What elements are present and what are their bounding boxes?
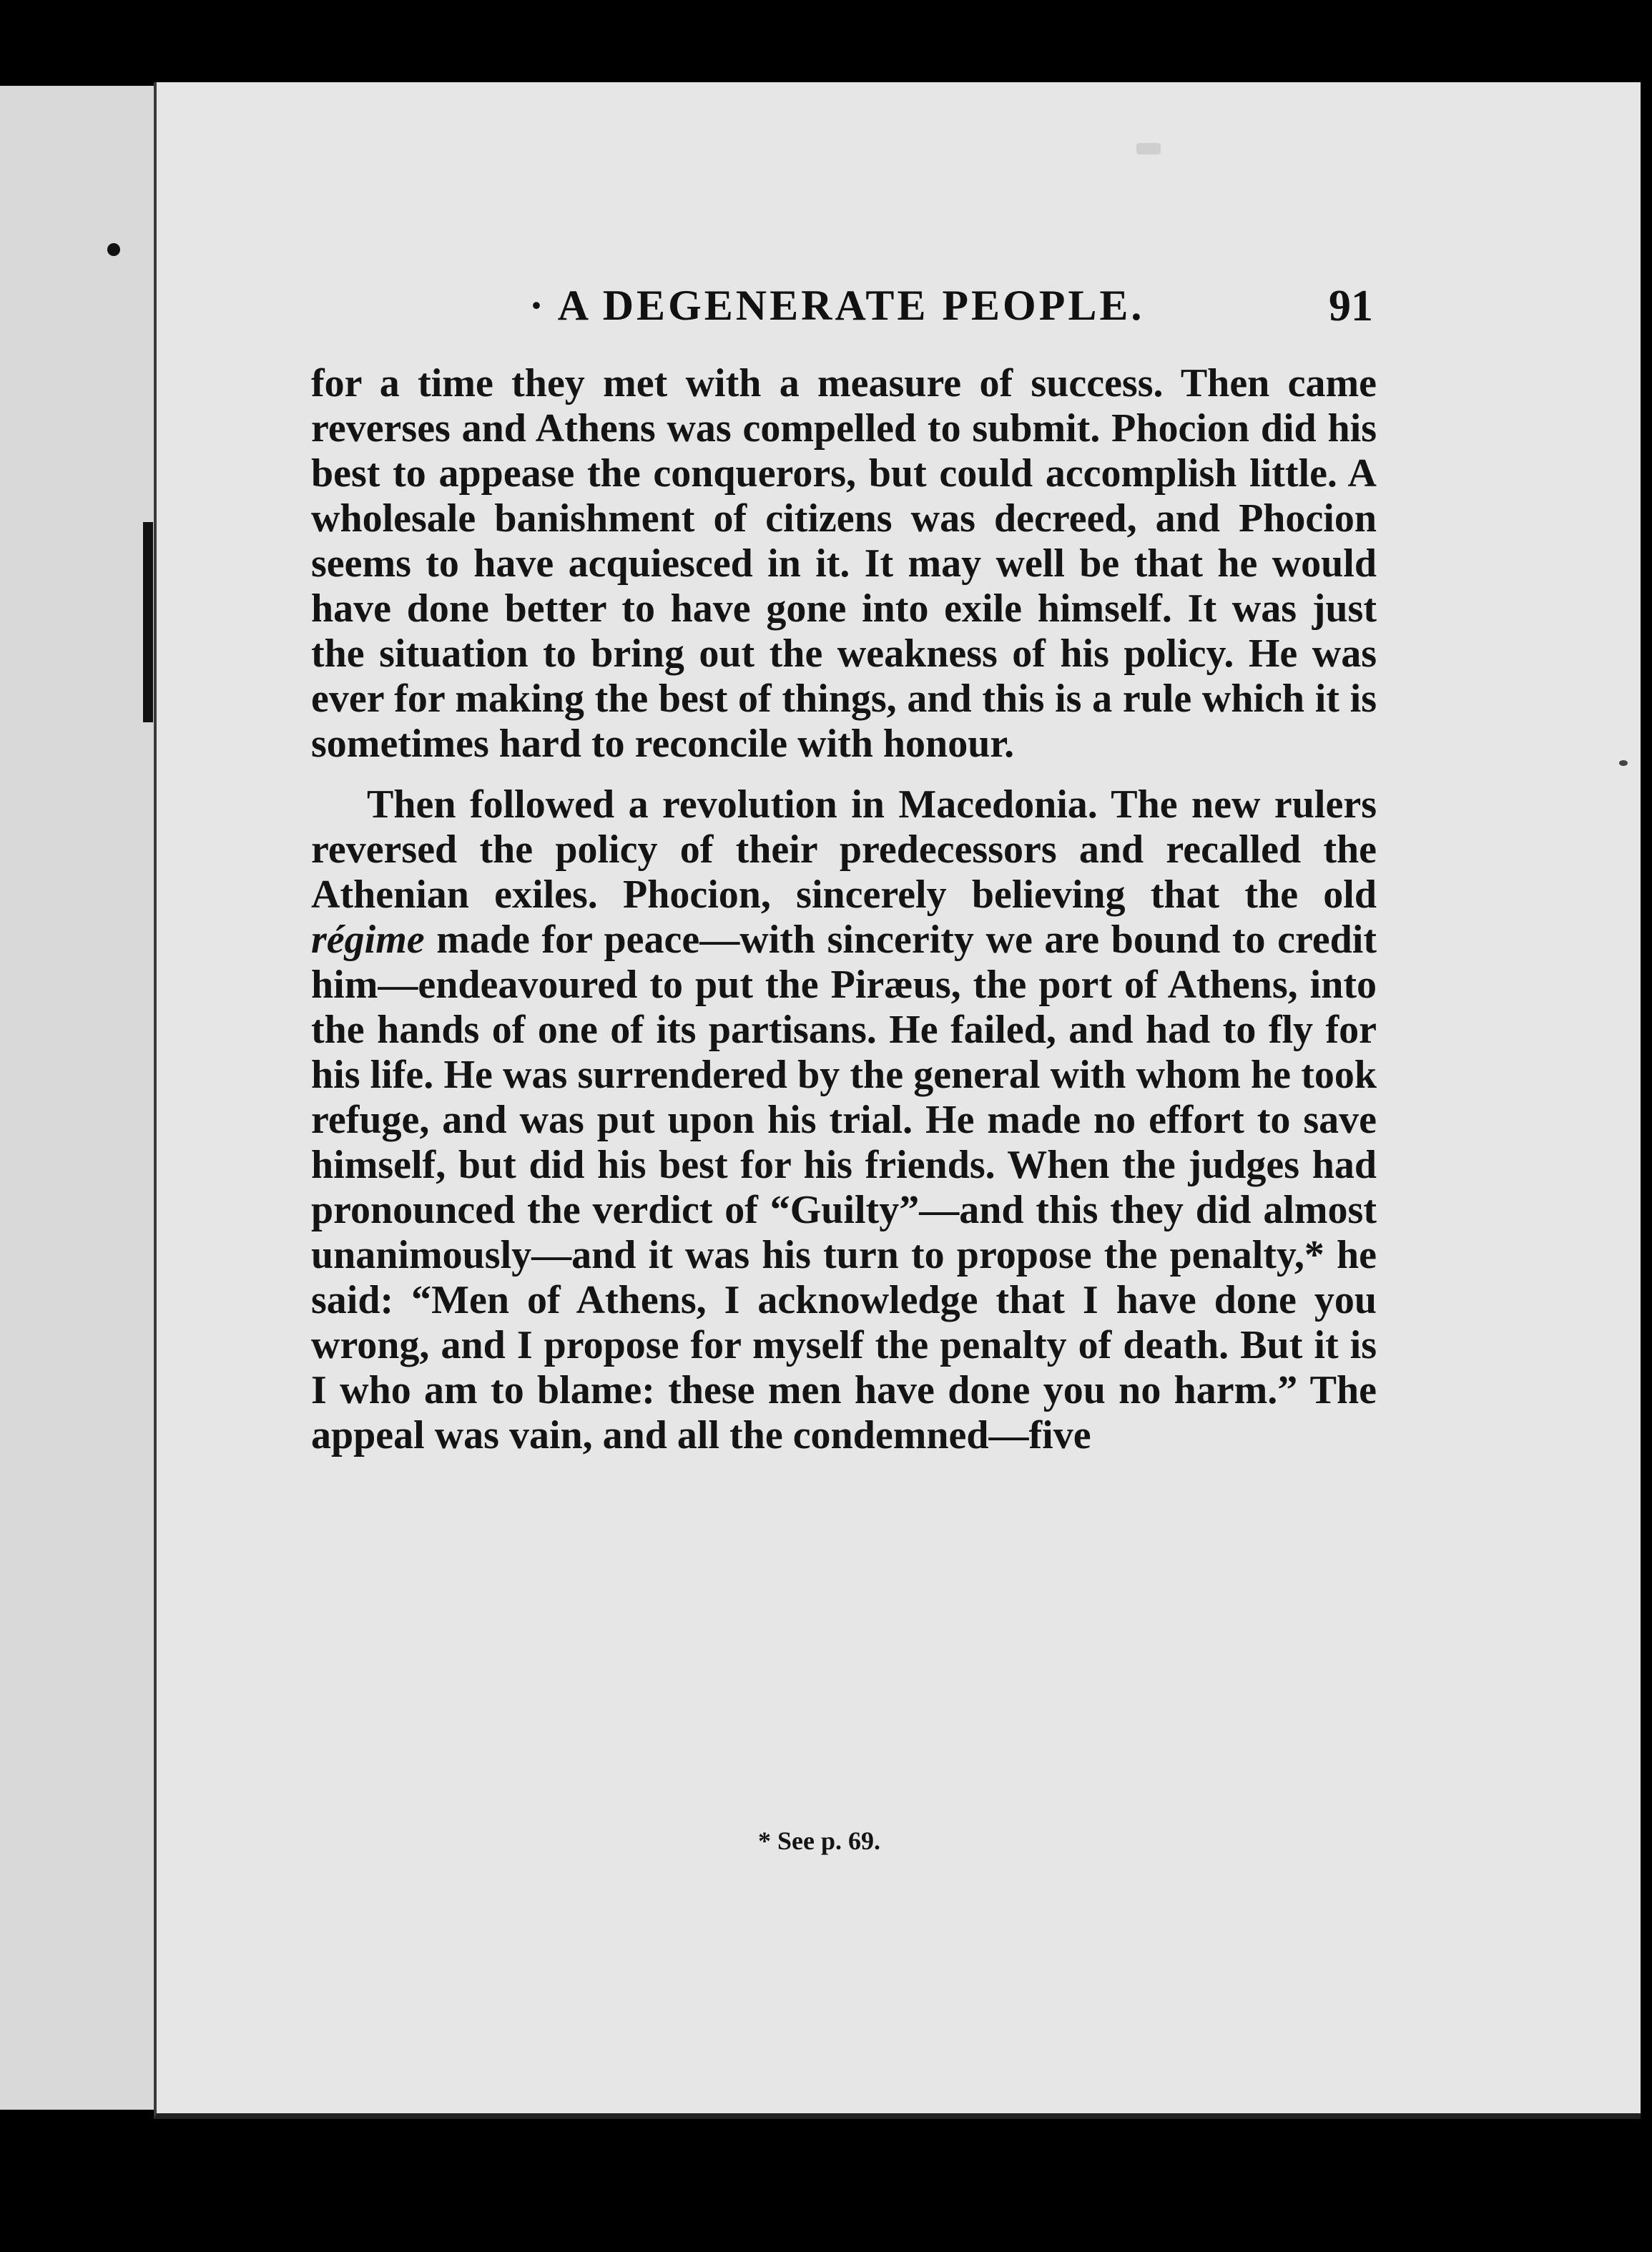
italic-word: régime bbox=[311, 918, 425, 962]
margin-bar bbox=[143, 522, 153, 722]
paragraph bbox=[311, 361, 1377, 767]
paragraph bbox=[311, 782, 1377, 1458]
margin-dot bbox=[107, 243, 120, 256]
page-header bbox=[350, 281, 1373, 347]
scan-blemish bbox=[1136, 143, 1161, 154]
running-head: · A DEGENERATE PEOPLE. bbox=[529, 282, 1145, 329]
facing-page-edge bbox=[0, 86, 158, 2110]
paragraph-text: Then followed a revolution in Macedonia. The new rulers reversed the policy of their predecessors and recalled the Athenian exiles. Phocion, sincerely believing that the old bbox=[311, 782, 1377, 917]
body-text bbox=[311, 361, 1377, 1458]
paragraph-text: made for peace—with sincerity we are bound to credit him—endeavoured to put the Piræus, the port of Athens, into the hands of one of its partisans. He failed, and had to fly for his life. He was surrendered by the general with whom he took refuge, and was put upon his trial. He made no effort to save himself, but did his best for his friends. When the judges had pronounced the verdict of “Guilty”—and this they did almost unanimously—and it was his turn to propose the penalty,* he said: “Men of Athens, I acknowledge that I have done you wrong, and I propose for myself the penalty of death. But it is I who am to blame: these men have done you no harm.” The appeal was vain, and all the condemned—five bbox=[311, 918, 1377, 1457]
scan-speck bbox=[1619, 760, 1628, 766]
footnote: * See p. 69. bbox=[758, 1826, 880, 1855]
page-number: 91 bbox=[1329, 282, 1373, 330]
paragraph-text: for a time they met with a measure of success. Then came reverses and Athens was compelled to submit. Phocion did his best to appease the conquerors, but could accomplish little. A wholesale banishment of citizens was decreed, and Phocion seems to have acquiesced in it. It may well be that he would have done better to have gone into exile himself. It was just the situation to bring out the weakness of his policy. He was ever for making the best of things, and this is a rule which it is sometimes hard to reconcile with honour. bbox=[311, 361, 1377, 766]
